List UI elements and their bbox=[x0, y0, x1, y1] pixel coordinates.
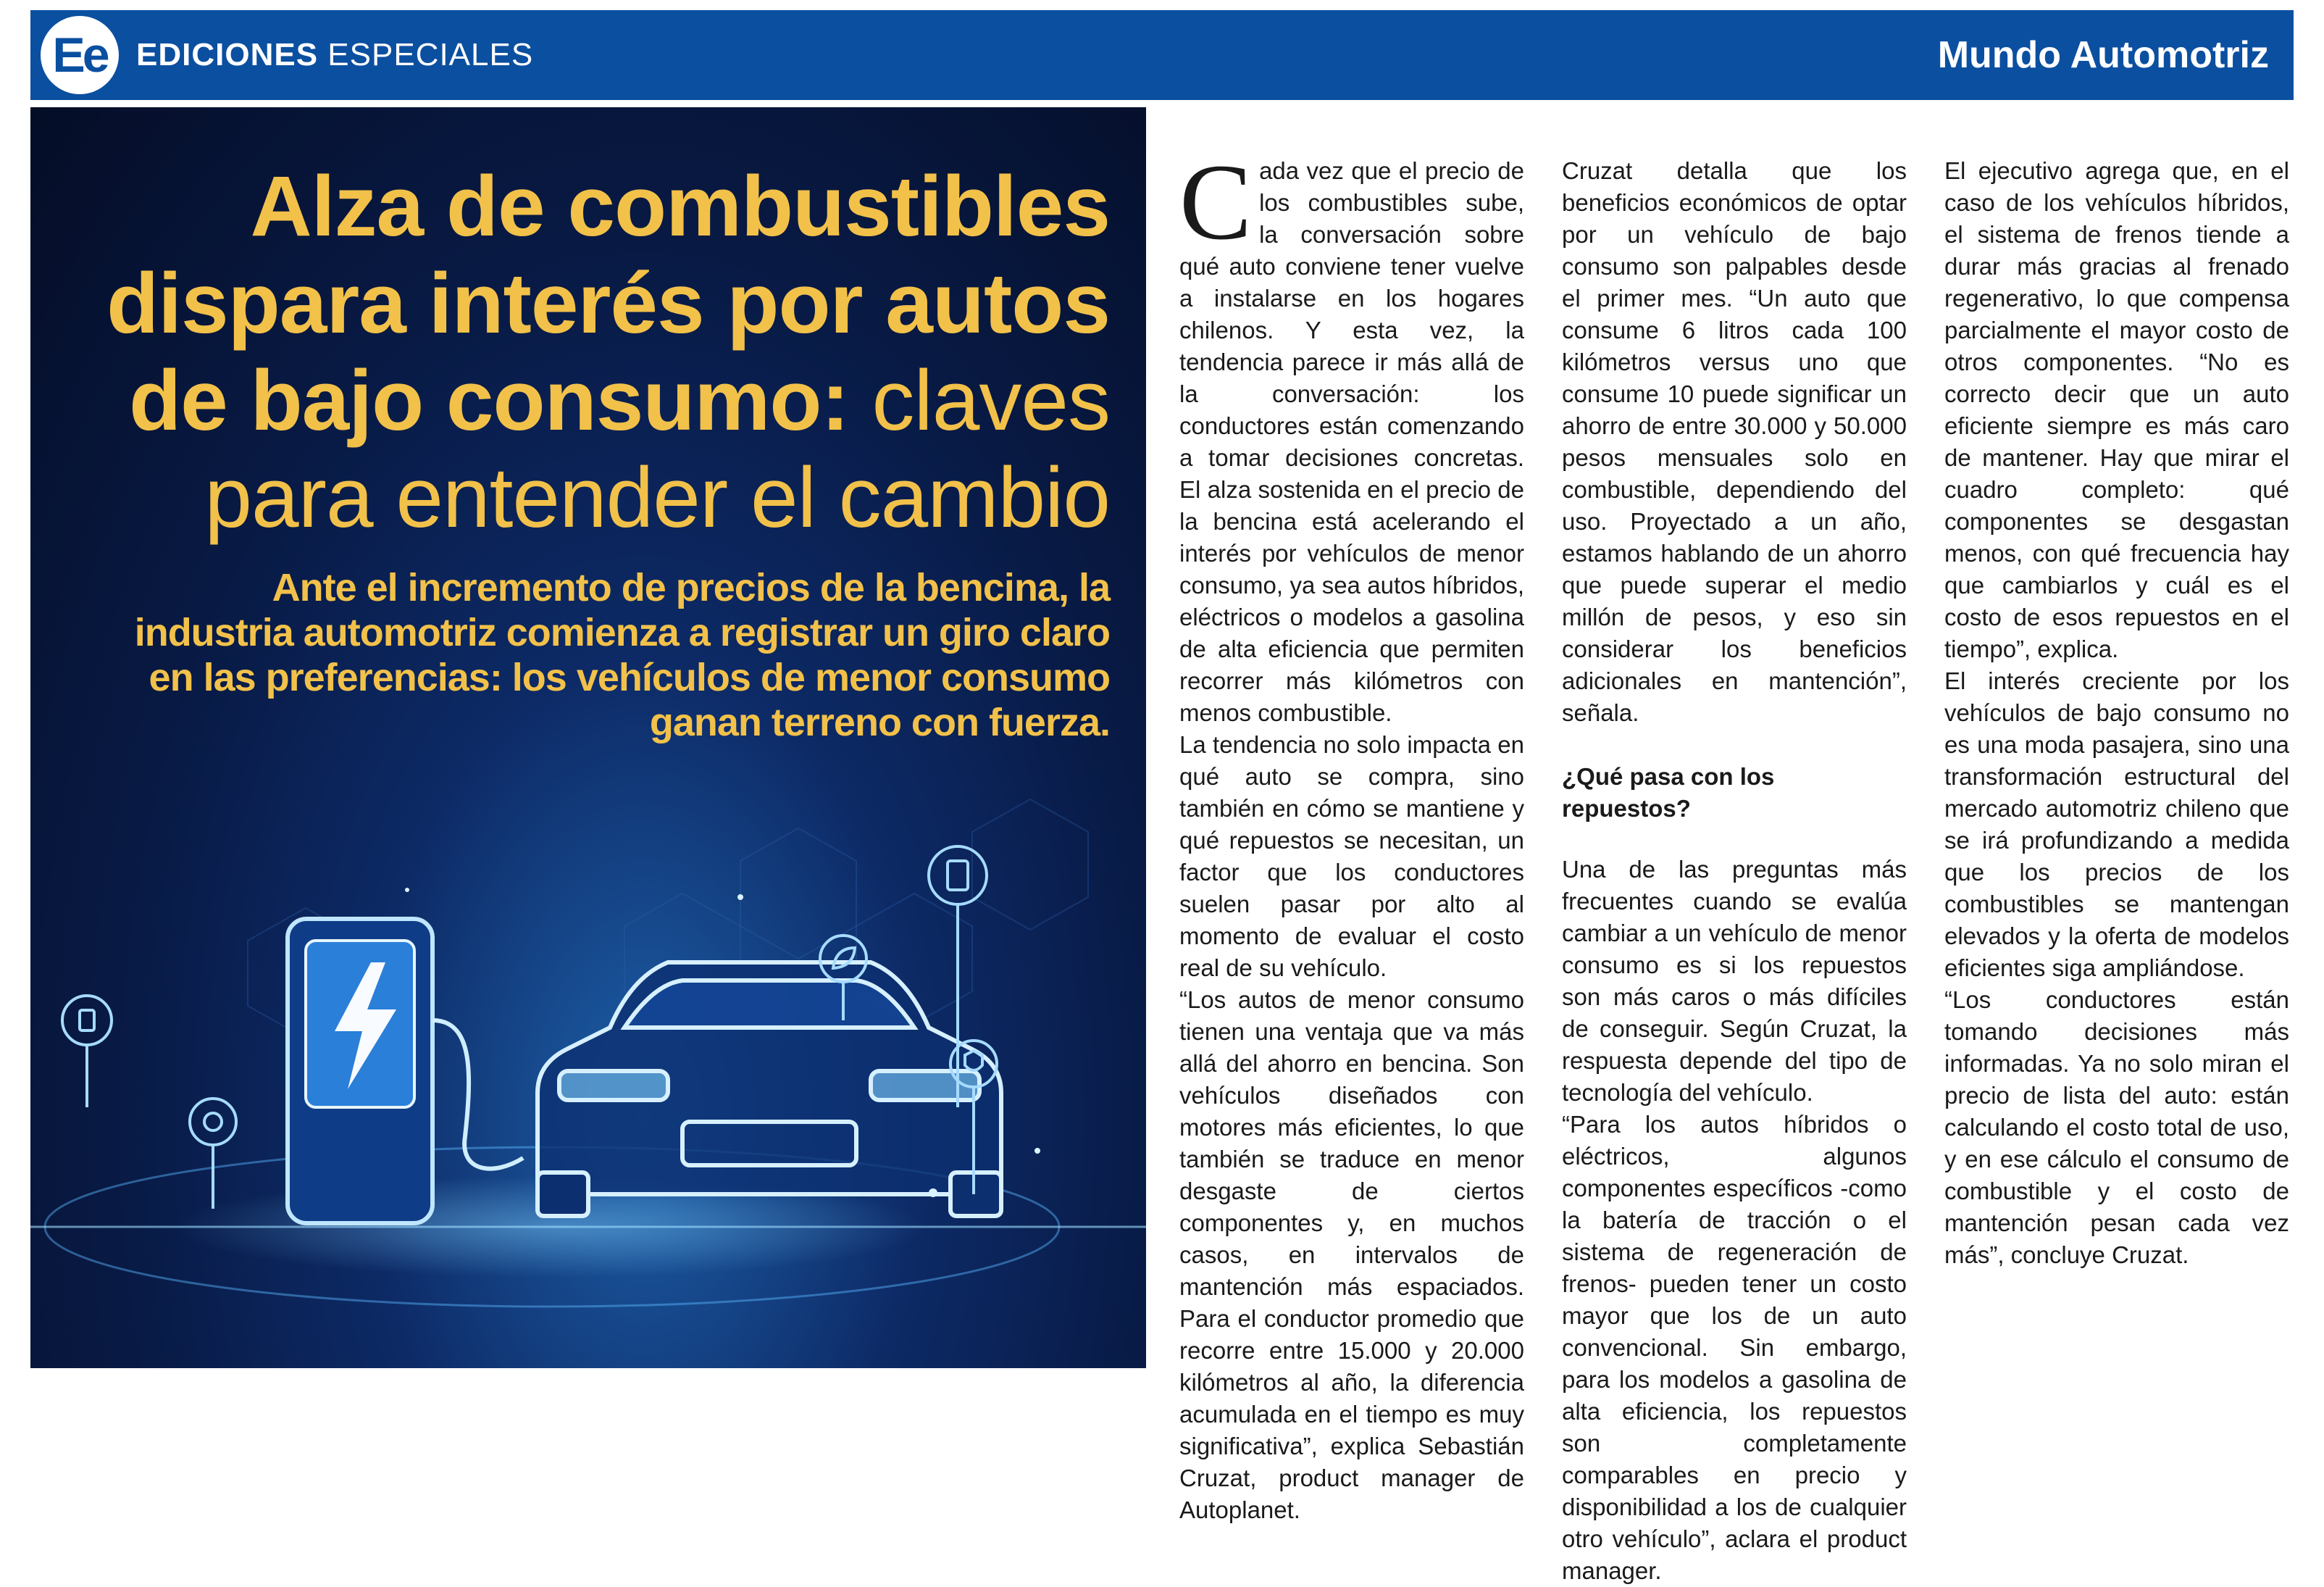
section-name bbox=[136, 10, 533, 100]
article-subtitle: ¿Qué pasa con los repuestos? bbox=[1562, 763, 1775, 822]
gear-icon bbox=[190, 1099, 236, 1209]
supplement-title: Mundo Automotriz bbox=[1937, 34, 2269, 76]
paragraph-3: “Los autos de menor consumo tienen una ventaja que va más allá del ahorro en bencina. Son vehículos diseñados con motores más eficientes, lo que también se traduce en menor desgaste de ciertos componentes y, en muchos casos, en intervalos de mantención más espaciados. Para el conductor promedio que recorre entre 15.000 y 20.000 kilómetros al año, la diferencia acumulada en el tiempo es muy significativa”, explica Sebastián Cruzat, product manager de Autoplanet. bbox=[1179, 986, 1524, 1523]
paragraph-4: Cruzat detalla que los beneficios económicos de optar por un vehículo de bajo consumo son palpables desde el primer mes. “Un auto que consume 6 litros cada 100 kilómetros versus uno que consume 10 puede significar un ahorro de entre 30.000 y 50.000 pesos mensuales solo en combustible, dependiendo del uso. Proyectado a un año, estamos hablando de un ahorro que puede superar el medio millón de pesos, y eso sin considerar los beneficios adicionales en mantención”, señala. bbox=[1562, 157, 1907, 726]
paragraph-2: La tendencia no solo impacta en qué auto se compra, sino también en cómo se mantiene y qué repuestos se necesitan, un factor que los conductores suelen pasar por alto al momento de evaluar el costo real de su vehículo. bbox=[1179, 731, 1524, 981]
subheadline: Ante el incremento de precios de la bencina, la industria automotriz comienza a registrar un giro claro en las preferencias: los vehículos de menor consumo ganan terreno con fuerza. bbox=[134, 566, 1110, 744]
fuel-icon bbox=[62, 996, 112, 1107]
headline bbox=[67, 158, 1110, 546]
paragraph-5: Una de las preguntas más frecuentes cuando se evalúa cambiar a un vehículo de menor consumo es si los repuestos son más caros o más difíciles de conseguir. Según Cruzat, la respuesta depende del tipo de tecnología del vehículo. bbox=[1562, 856, 1907, 1106]
logo-text: Ee bbox=[52, 28, 107, 83]
hero-illustration-panel bbox=[30, 107, 1146, 1368]
article-column-1 bbox=[1179, 142, 1524, 1526]
headline-bold: Alza de combustibles dispara interés por autos de bajo consumo: bbox=[106, 159, 1110, 449]
paragraph-1-text: ada vez que el precio de los combustibles sube, la conversación sobre qué auto conviene tener vuelve a instalarse en los hogares chilenos. Y esta vez, la tendencia parece ir más allá de la conversación: los conductores están comenzando a tomar decisiones concretas. El alza sostenida en el precio de la bencina está acelerando el interés por vehículos de menor consumo, ya sea autos híbridos, eléctricos o modelos a gasolina de alta eficiencia que permiten recorrer más kilómetros con menos combustible. bbox=[1179, 157, 1524, 726]
article-column-3 bbox=[1944, 155, 2289, 1271]
drop-cap: C bbox=[1179, 142, 1253, 262]
section-name-bold: EDICIONES bbox=[136, 37, 319, 72]
paragraph-1 bbox=[1179, 142, 1524, 729]
electric-car-icon bbox=[538, 962, 1001, 1216]
paragraph-9: “Los conductores están tomando decisiones más informadas. Ya no solo miran el precio de lista del auto: están calculando el costo total de uso, y en ese cálculo el consumo de combustible y el costo de mantención pesan cada vez más”, concluye Cruzat. bbox=[1944, 986, 2289, 1268]
section-name-light: ESPECIALES bbox=[327, 37, 534, 72]
paragraph-6: “Para los autos híbridos o eléctricos, algunos componentes específicos -como la batería de tracción o el sistema de regeneración de frenos- pueden tener un costo mayor que los de un auto convencional. Sin embargo, para los modelos a gasolina de alta eficiencia, los repuestos son completamente comparables en precio y disponibilidad a los de cualquier otro vehículo”, aclara el product manager. bbox=[1562, 1111, 1907, 1584]
section-header-band bbox=[30, 10, 2294, 100]
paragraph-8: El interés creciente por los vehículos de bajo consumo no es una moda pasajera, sino una transformación estructural del mercado automotriz chileno que se irá profundizando a medida que los precios de los combustibles se mantengan elevados y la oferta de modelos eficientes siga ampliándose. bbox=[1944, 667, 2289, 981]
paragraph-7: El ejecutivo agrega que, en el caso de los vehículos híbridos, el sistema de frenos tiende a durar más gracias al frenado regenerativo, lo que compensa parcialmente el mayor costo de otros componentes. “No es correcto decir que un auto eficiente siempre es más caro de mantener. Hay que mirar el cuadro completo: qué componentes se desgastan menos, con qué frecuencia hay que cambiarlos y cuál es el costo de esos repuestos en el tiempo”, explica. bbox=[1944, 157, 2289, 662]
article-column-2 bbox=[1562, 155, 1907, 1587]
publication-logo bbox=[41, 16, 119, 94]
headline-light: claves para entender el cambio bbox=[204, 353, 1110, 546]
